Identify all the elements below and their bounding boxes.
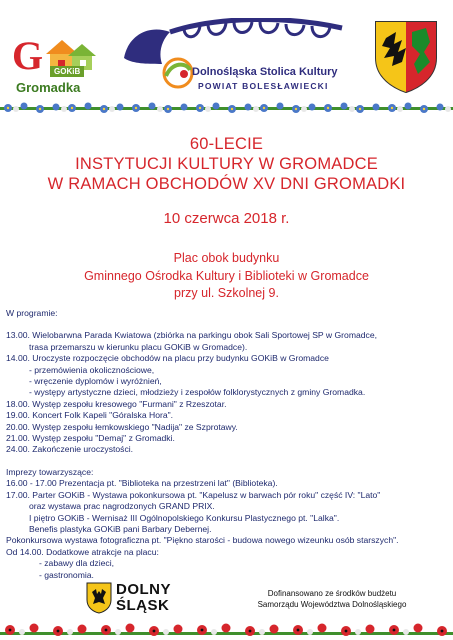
side-event-item: I piętro GOKiB - Wernisaż III Ogólnopolskiego Konkursu Plastycznego pt. "Lalka".	[29, 512, 340, 523]
program-item: - wręczenie dyplomów i wyróżnień,	[29, 376, 162, 387]
funding-line: Dofinansowano ze środków budżetu	[267, 589, 397, 598]
gokib-logo	[10, 30, 102, 96]
place-line: Gminnego Ośrodka Kultury i Biblioteki w Gromadce	[84, 268, 369, 283]
side-event-item: Od 14.00. Dodatkowe atrakcje na placu:	[6, 546, 159, 557]
side-event-item: - gastronomia.	[39, 569, 94, 580]
dsk-logo-subtitle: POWIAT BOLESŁAWIECKI	[198, 81, 329, 91]
program-item: trasa przemarszu w kierunku placu GOKiB w Gromadce).	[29, 341, 248, 352]
place-line: przy ul. Szkolnej 9.	[174, 286, 279, 300]
side-event-item: 16.00 - 17.00 Prezentacja pt. "Biblioteka na przestrzeni lat" (Biblioteka).	[6, 478, 278, 489]
eagle-shield-icon	[86, 582, 112, 614]
place-line: Plac obok budynku	[173, 251, 280, 265]
flower-border-top	[0, 98, 453, 118]
program-item: 19.00. Koncert Folk Kapeli "Góralska Hora".	[6, 410, 174, 421]
dolny-slask-logo	[86, 580, 186, 616]
dsk-logo	[118, 18, 348, 100]
event-title	[0, 134, 453, 194]
title-line: INSTYTUCJI KULTURY W GROMADCE	[75, 155, 378, 173]
bridge-arch-icon	[118, 18, 348, 66]
program-item: 14.00. Uroczyste rozpoczęcie obchodów na placu przy budynku GOKiB w Gromadce	[6, 353, 329, 364]
flower-border-bottom	[0, 620, 453, 640]
program-item: - przemówienia okolicznościowe,	[29, 364, 155, 375]
side-events-heading: Imprezy towarzyszące:	[6, 466, 94, 477]
side-event-item: Benefis plastyka GOKiB pani Barbary Debernej.	[29, 523, 212, 534]
dsk-logo-name: Dolnośląska Stolica Kultury	[192, 66, 338, 78]
side-event-item: oraz wystawa prac nagrodzonych GRAND PRIX.	[29, 501, 215, 512]
side-event-item: Pokonkursowa wystawa fotograficzna pt. "Piękno starości - budowa nowego wizeunku osób starszych".	[6, 535, 399, 546]
gokib-tag: GOKiB	[50, 66, 84, 77]
event-place	[0, 250, 453, 303]
gokib-logo-name: Gromadka	[16, 80, 81, 95]
title-line: 60-LECIE	[189, 135, 264, 153]
dolny-slask-line2: ŚLĄSK	[116, 597, 170, 614]
program-heading: W programie:	[6, 308, 58, 318]
program-item: 21.00. Występ zespołu "Demaj" z Gromadki.	[6, 433, 175, 444]
side-event-item: 17.00. Parter GOKiB - Wystawa pokonkursowa pt. "Kapelusz w barwach pór roku" część IV: "Lato"	[6, 489, 381, 500]
program-item: 13.00. Wielobarwna Parada Kwiatowa (zbiórka na parkingu obok Sali Sportowej SP w Gromadce,	[6, 330, 377, 341]
funding-line: Samorządu Województwa Dolnośląskiego	[257, 600, 407, 609]
program-item: 18.00. Występ zespołu kresowego "Furmani" z Rzeszotar.	[6, 398, 227, 409]
event-date: 10 czerwca 2018 r.	[163, 210, 290, 227]
title-line: W RAMACH OBCHODÓW XV DNI GROMADKI	[47, 175, 406, 193]
gokib-logo-letter: G	[12, 33, 44, 78]
program-section	[6, 308, 452, 581]
funding-note	[232, 588, 432, 610]
poster-header	[0, 0, 453, 100]
program-item: 24.00. Zakończenie uroczystości.	[6, 444, 134, 455]
program-item: - występy artystyczne dzieci, młodzieży i zespołów folklorystycznych z gminy Gromadka.	[29, 387, 366, 398]
side-event-item: - zabawy dla dzieci,	[39, 558, 114, 569]
program-item: 20.00. Występ zespołu łemkowskiego "Nadija" ze Szprotawy.	[6, 421, 238, 432]
eagle-crest-icon	[372, 18, 440, 94]
dolny-slask-line1: DOLNY	[116, 581, 171, 598]
